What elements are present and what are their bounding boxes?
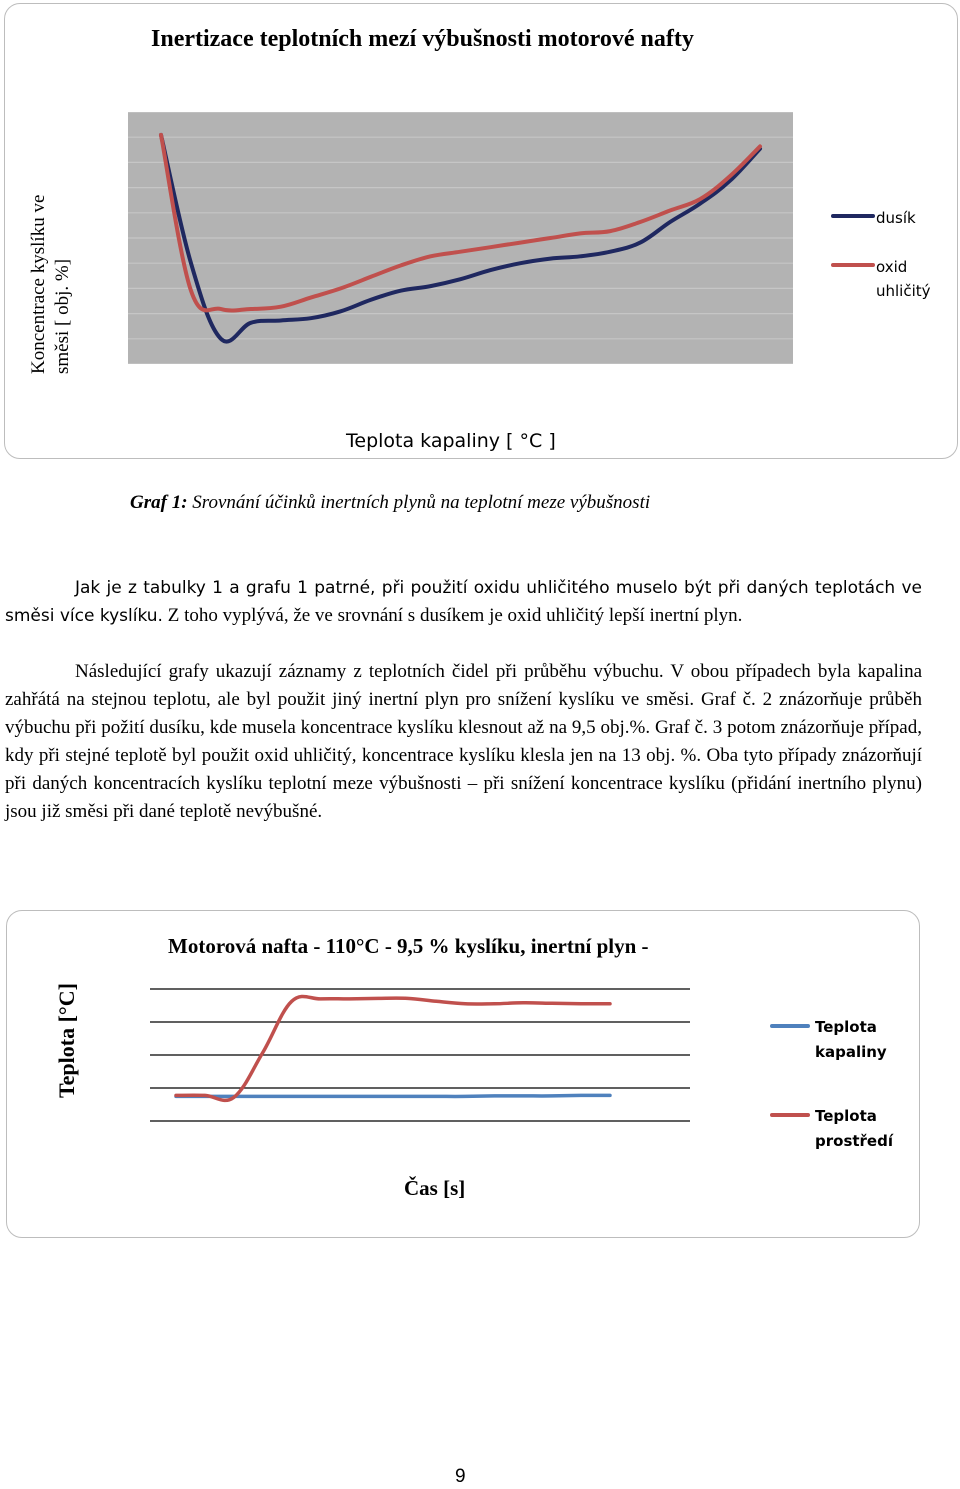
chart-2-legend-prostredi-swatch	[770, 1113, 810, 1117]
chart-2-series-teplota-prostredi-line	[176, 996, 610, 1100]
figure-caption-label: Graf 1:	[130, 492, 188, 513]
chart-1-legend-dusik-label: dusík	[876, 209, 916, 227]
chart-2-legend-prostredi-label	[815, 1104, 893, 1154]
chart-1-legend-oxid-label-line-1: oxid	[876, 258, 908, 276]
chart-1-legend-oxid-label-line-2: uhličitý	[876, 282, 931, 300]
figure-caption-text: Srovnání účinků inertních plynů na teplotní meze výbušnosti	[187, 492, 651, 513]
chart-1-x-axis-label: Teplota kapaliny [ °C ]	[346, 430, 556, 452]
page-number: 9	[455, 1466, 466, 1487]
paragraph-2-text: Následující grafy ukazují záznamy z teplotních čidel při průběhu výbuchu. V obou případech byla kapalina zahřátá na stejnou teplotu, ale byl použit jiný inertní plyn pro snížení kyslíku ve směsi. Graf č. 2 znázorňuje průběh výbuchu při požití dusíku, kde musela koncentrace kyslíku klesnout až na 9,5 obj.%. Graf č. 3 potom znázorňuje případ, kdy při stejné teplotě byl použit oxid uhličitý, koncentrace kyslíku klesla jen na 13 obj. %. Oba tyto případy znázorňují při daných koncentracích kyslíku teplotní meze výbušnosti – při snížení koncentrace kyslíku (přidání inertního plynu) jsou již směsi při dané teplotě nevýbušné.	[5, 661, 922, 822]
chart-2-legend-kapaliny-label	[815, 1015, 887, 1065]
chart-2-gridlines	[150, 989, 690, 1121]
chart-2-legend-kapaliny-line-1: Teplota	[815, 1018, 877, 1036]
chart-2-series-teplota-kapaliny-line	[176, 1095, 610, 1096]
chart-1-title: Inertizace teplotních mezí výbušnosti motorové nafty	[151, 26, 694, 52]
paragraph-1-sentence-2: Z toho vyplývá, že ve srovnání s dusíkem je oxid uhličitý lepší inertní plyn.	[162, 605, 743, 626]
paragraph-1-sentence-1: Jak je z tabulky 1 a grafu 1 patrné, při použití oxidu uhličitého muselo být při daných teplotách ve směsi více kyslíku.	[5, 578, 922, 626]
chart-2-legend-prostredi-line-2: prostředí	[815, 1132, 893, 1150]
chart-2-legend-kapaliny-line-2: kapaliny	[815, 1043, 887, 1061]
chart-2-legend-prostredi-line-1: Teplota	[815, 1107, 877, 1125]
chart-2-title: Motorová nafta - 110°C - 9,5 % kyslíku, inertní plyn -	[168, 934, 649, 958]
chart-1-y-axis-label-line-1: Koncentrace kyslíku ve	[28, 194, 49, 374]
chart-1-y-axis-label-line-2: směsi [ obj. %]	[52, 258, 73, 374]
chart-2-x-axis-label: Čas [s]	[404, 1176, 466, 1198]
chart-2-y-axis-label: Teplota [°C]	[54, 983, 79, 1098]
chart-2-legend-kapaliny-swatch	[770, 1024, 810, 1028]
